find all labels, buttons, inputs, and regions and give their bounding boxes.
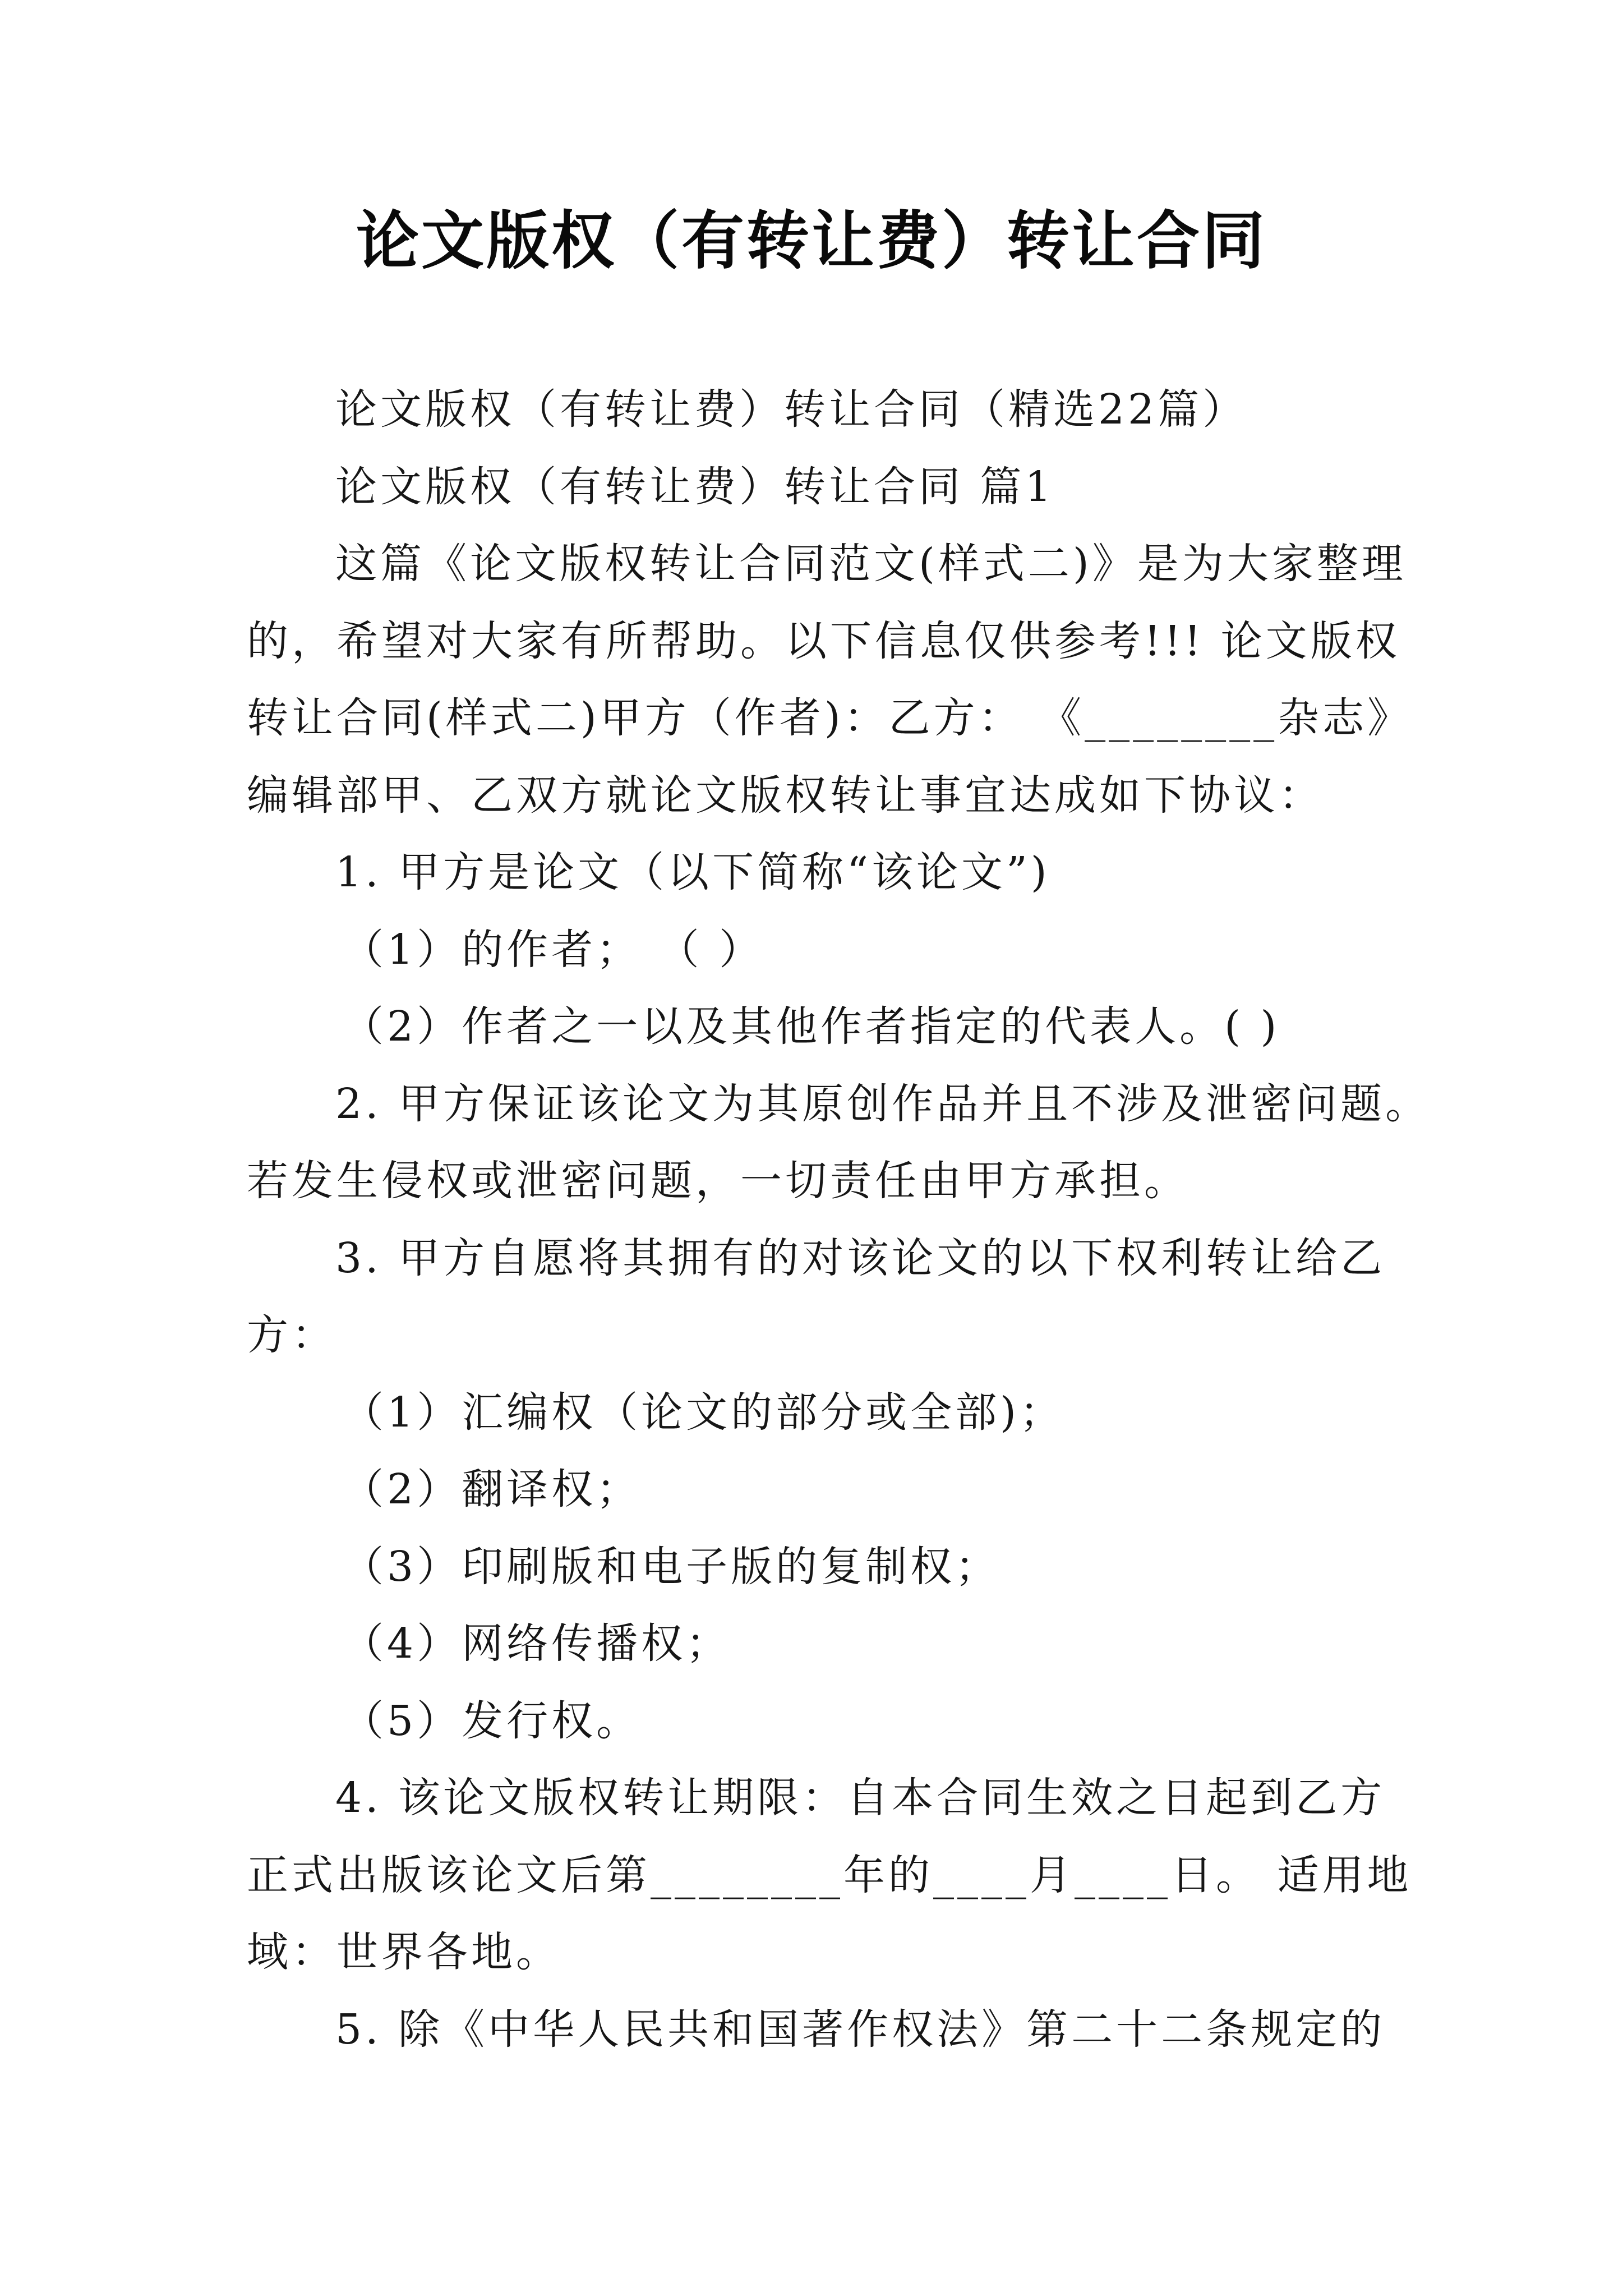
paragraph-line: 转让合同(样式二)甲方（作者)：乙方： 《________杂志》 [247, 694, 1413, 742]
paragraph-line: 编辑部甲、乙双方就论文版权转让事宜达成如下协议： [247, 771, 1324, 820]
sub-item-line: （4）网络传播权； [342, 1619, 731, 1668]
sub-item-line: （1）汇编权（论文的部分或全部)； [342, 1388, 1064, 1437]
sub-item-line: （1）的作者； （ ） [342, 926, 764, 974]
clause-line: 5. 除《中华人民共和国著作权法》第二十二条规定的 [335, 2005, 1386, 2054]
clause-line: 2. 甲方保证该论文为其原创作品并且不涉及泄密问题。 [335, 1080, 1431, 1128]
paragraph-line: 域：世界各地。 [247, 1928, 561, 1976]
document-title: 论文版权（有转让费）转让合同 [356, 205, 1267, 278]
paragraph-line: 这篇《论文版权转让合同范文(样式二)》是为大家整理 [335, 540, 1407, 588]
sub-item-line: （3）印刷版和电子版的复制权； [342, 1543, 1000, 1591]
clause-line: 4. 该论文版权转让期限：自本合同生效之日起到乙方 [335, 1774, 1386, 1822]
subtitle-line: 论文版权（有转让费）转让合同（精选22篇） [335, 385, 1248, 434]
sub-item-line: （2）翻译权； [342, 1465, 642, 1513]
paragraph-line: 的，希望对大家有所帮助。以下信息仅供参考!!! 论文版权 [247, 617, 1400, 665]
sub-item-line: （2）作者之一以及其他作者指定的代表人。( ) [342, 1002, 1280, 1051]
sub-item-line: （5）发行权。 [342, 1697, 642, 1745]
paragraph-line: 正式出版该论文后第________年的____月____日。 适用地 [247, 1851, 1412, 1899]
clause-line: 1. 甲方是论文（以下简称“该论文”) [335, 848, 1050, 896]
paragraph-line: 若发生侵权或泄密问题，一切责任由甲方承担。 [247, 1157, 1189, 1205]
paragraph-line: 方： [247, 1311, 336, 1359]
clause-line: 3. 甲方自愿将其拥有的对该论文的以下权利转让给乙 [335, 1234, 1386, 1282]
section-heading: 论文版权（有转让费）转让合同 篇1 [335, 463, 1055, 511]
